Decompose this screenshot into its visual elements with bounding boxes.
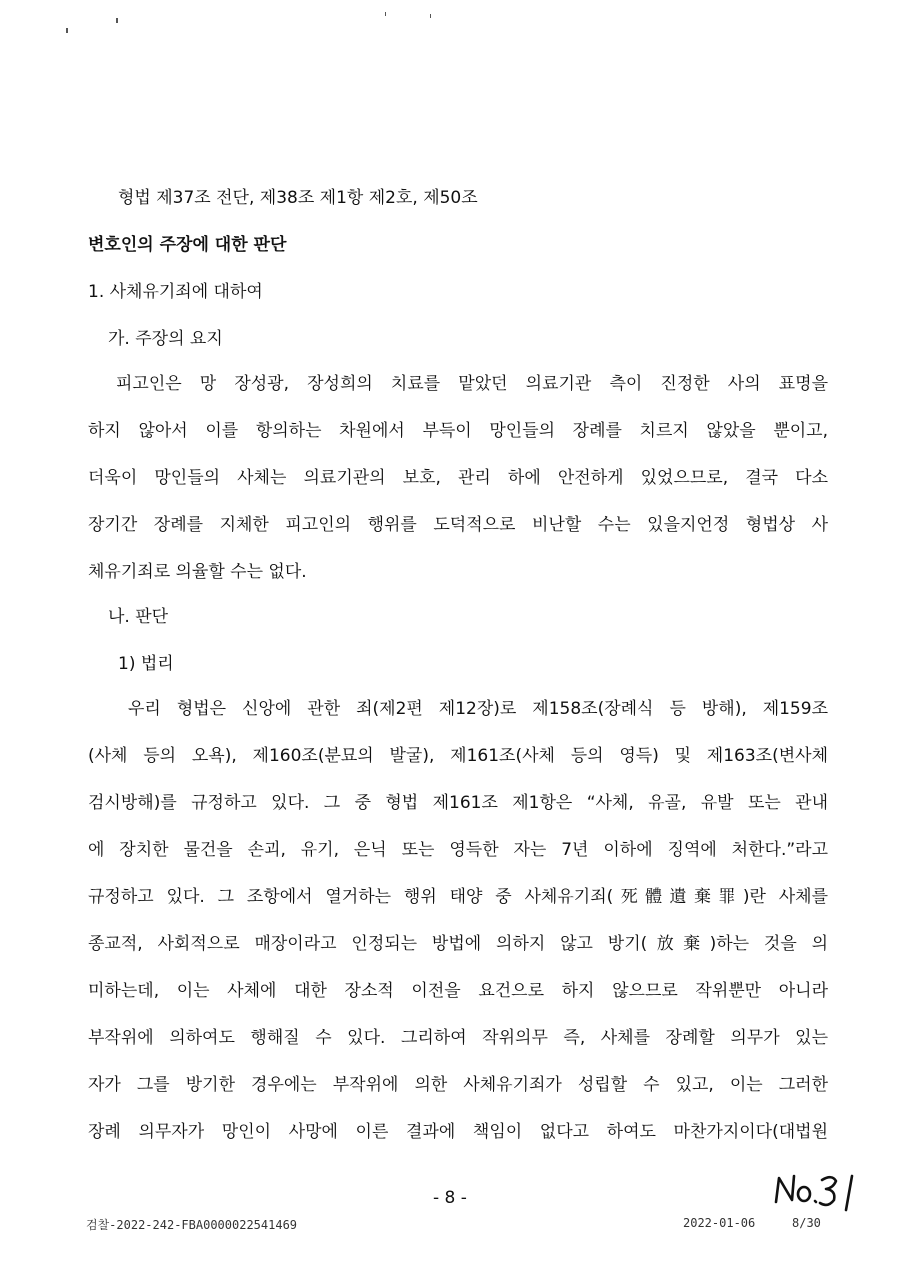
body-line: 미하는데, 이는 사체에 대한 장소적 이전을 요건으로 하지 않으므로 작위뿐만 아니라 xyxy=(88,981,828,1001)
handwritten-page-stamp xyxy=(770,1168,870,1218)
footer-page: 8/30 xyxy=(792,1216,821,1230)
scan-speck xyxy=(66,28,68,33)
statute-line: 형법 제37조 전단, 제38조 제1항 제2호, 제50조 xyxy=(118,188,478,208)
subitem-heading: 1) 법리 xyxy=(118,654,174,674)
body-line: 더욱이 망인들의 사체는 의료기관의 보호, 관리 하에 안전하게 있었으므로, 결국 다소 xyxy=(88,468,828,488)
body-line: 우리 형법은 신앙에 관한 죄(제2편 제12장)로 제158조(장례식 등 방해), 제159조 xyxy=(128,699,828,719)
footer-doc-id: 검찰-2022-242-FBA0000022541469 xyxy=(86,1218,298,1232)
scan-speck xyxy=(116,18,118,23)
body-line: 장례 의무자가 망인이 사망에 이른 결과에 책임이 없다고 하여도 마찬가지이다(대법원 xyxy=(88,1122,828,1142)
body-line: (사체 등의 오욕), 제160조(분묘의 발굴), 제161조(사체 등의 영득) 및 제163조(변사체 xyxy=(88,746,828,766)
body-line: 체유기죄로 의율할 수는 없다. xyxy=(88,562,307,582)
section-heading: 변호인의 주장에 대한 판단 xyxy=(88,235,287,255)
body-line: 장기간 장례를 지체한 피고인의 행위를 도덕적으로 비난할 수는 있을지언정 형법상 사 xyxy=(88,515,828,535)
body-line: 검시방해)를 규정하고 있다. 그 중 형법 제161조 제1항은 “사체, 유골, 유발 또는 관내 xyxy=(88,793,828,813)
page-number: - 8 - xyxy=(433,1188,467,1208)
body-line: 하지 않아서 이를 항의하는 차원에서 부득이 망인들의 장례를 치르지 않았을 뿐이고, xyxy=(88,421,828,441)
body-line: 부작위에 의하여도 행해질 수 있다. 그리하여 작위의무 즉, 사체를 장례할 의무가 있는 xyxy=(88,1028,828,1048)
body-line: 에 장치한 물건을 손괴, 유기, 은닉 또는 영득한 자는 7년 이하에 징역에 처한다.”라고 xyxy=(88,840,828,860)
body-line: 규정하고 있다. 그 조항에서 열거하는 행위 태양 중 사체유기죄(死體遺棄罪)란 사체를 xyxy=(88,887,828,907)
body-line: 종교적, 사회적으로 매장이라고 인정되는 방법에 의하지 않고 방기(放棄)하는 것을 의 xyxy=(88,934,828,954)
scan-speck xyxy=(385,12,386,16)
body-line: 자가 그를 방기한 경우에는 부작위에 의한 사체유기죄가 성립할 수 있고, 이는 그러한 xyxy=(88,1075,828,1095)
item-heading: 가. 주장의 요지 xyxy=(108,329,223,349)
scan-speck xyxy=(430,14,431,18)
body-line: 피고인은 망 장성광, 장성희의 치료를 맡았던 의료기관 측이 진정한 사의 표명을 xyxy=(116,374,828,394)
subsection-heading: 1. 사체유기죄에 대하여 xyxy=(88,282,263,302)
footer-date: 2022-01-06 xyxy=(683,1216,756,1230)
item-heading: 나. 판단 xyxy=(108,607,169,627)
